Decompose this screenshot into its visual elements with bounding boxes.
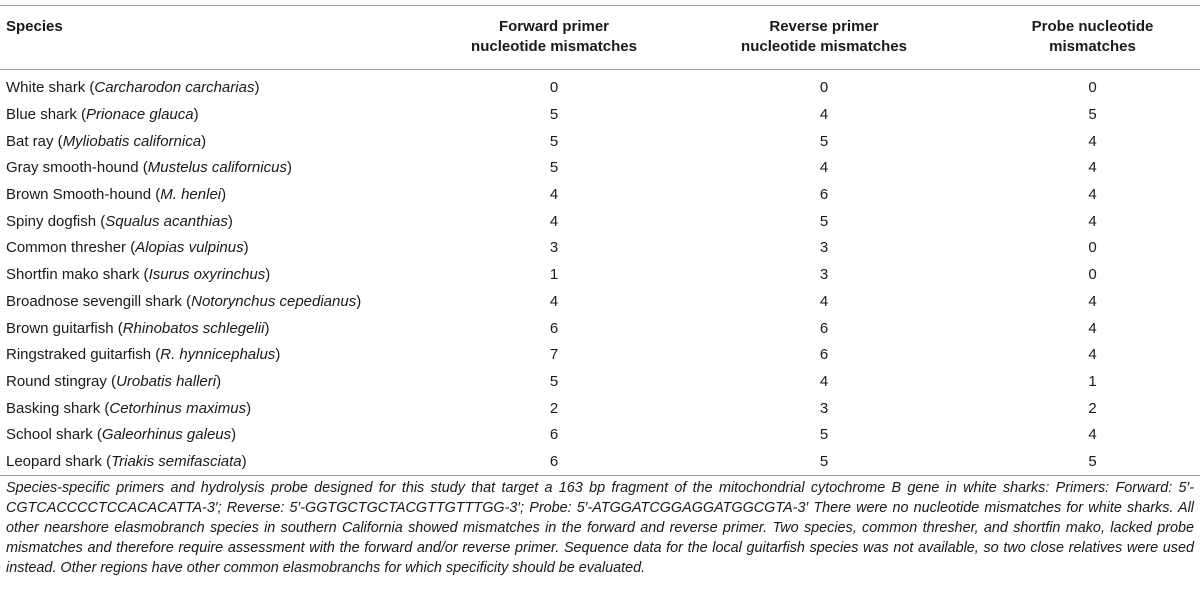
reverse-mismatch-cell: 5 <box>819 212 829 230</box>
reverse-mismatch-cell: 3 <box>819 239 829 257</box>
probe-mismatch-cell: 0 <box>1088 266 1097 284</box>
species-scientific-name: Alopias vulpinus <box>135 239 244 257</box>
species-common-name: Bat ray ( <box>6 132 63 150</box>
species-scientific-name: Myliobatis californica <box>62 132 202 150</box>
species-scientific-name: Prionace glauca <box>86 106 194 124</box>
species-close-paren: ) <box>254 79 260 97</box>
probe-mismatch-cell: 4 <box>1088 186 1097 204</box>
species-common-name: Shortfin mako shark ( <box>6 266 149 284</box>
species-scientific-name: Mustelus californicus <box>147 159 287 177</box>
species-scientific-name: Triakis semifasciata <box>111 452 242 470</box>
forward-mismatch-cell: 6 <box>549 452 559 470</box>
species-cell <box>0 369 445 396</box>
header-forward-line2: nucleotide mismatches <box>471 38 637 55</box>
probe-mismatch-cell: 5 <box>1088 106 1097 124</box>
header-probe-line2: mismatches <box>1049 38 1136 55</box>
reverse-mismatch-cell: 5 <box>819 452 829 470</box>
probe-mismatch-cell: 4 <box>1088 212 1097 230</box>
species-cell <box>0 342 445 369</box>
header-probe-line1: Probe nucleotide <box>1031 18 1154 35</box>
species-cell <box>0 289 445 316</box>
reverse-mismatch-cell: 4 <box>819 159 829 177</box>
header-row <box>0 6 1200 70</box>
forward-mismatch-cell: 2 <box>549 399 559 417</box>
probe-mismatch-cell: 2 <box>1088 399 1097 417</box>
species-scientific-name: Isurus oxyrinchus <box>148 266 266 284</box>
mismatch-table <box>0 5 1200 476</box>
forward-mismatch-cell: 5 <box>549 106 559 124</box>
header-species: Species <box>6 18 63 35</box>
header-forward-primer <box>445 6 663 70</box>
reverse-mismatch-cell: 6 <box>819 186 829 204</box>
species-close-paren: ) <box>231 426 237 444</box>
forward-mismatch-cell: 4 <box>549 186 559 204</box>
forward-mismatch-cell: 3 <box>549 239 559 257</box>
species-scientific-name: Rhinobatos schlegelii <box>122 319 265 337</box>
header-probe <box>985 6 1200 70</box>
table-row <box>0 422 1200 449</box>
species-close-paren: ) <box>227 212 233 230</box>
probe-mismatch-cell: 4 <box>1088 159 1097 177</box>
probe-mismatch-cell: 1 <box>1088 372 1097 390</box>
species-scientific-name: Urobatis halleri <box>116 372 217 390</box>
table-row <box>0 369 1200 396</box>
probe-mismatch-cell: 4 <box>1088 132 1097 150</box>
header-reverse-line2: nucleotide mismatches <box>741 38 907 55</box>
header-reverse-primer <box>663 6 985 70</box>
reverse-mismatch-cell: 5 <box>819 132 829 150</box>
table-footnote: Species-specific primers and hydrolysis probe designed for this study that target a 163 bp fragment of the mitochondrial cytochrome B gene in white sharks: Primers: Forward: 5′-CGTCACCCCTCCACACATTA-3′; Reverse: 5′-GGTGCTGCTACGTTGTTTGG-3′; Probe: 5′-ATGGATCGGAGGATGGCGTA-3′ There were no nucleotide mismatches for white sharks. All other nearshore elasmobranch species in southern California showed mismatches in the forward and reverse primer. Two species, common thresher, and shortfin mako, lacked probe mismatches and therefore require assessment with the forward and/or reverse primer. Sequence data for the local guitarfish species was not available, so two close relatives were used instead. Other regions have other common elasmobranchs for which specificity should be evaluated. <box>6 480 1194 576</box>
reverse-mismatch-cell: 0 <box>819 79 829 97</box>
probe-mismatch-cell: 4 <box>1088 426 1097 444</box>
species-common-name: White shark ( <box>6 79 95 97</box>
reverse-mismatch-cell: 3 <box>819 399 829 417</box>
species-scientific-name: Notorynchus cepedianus <box>191 292 357 310</box>
probe-mismatch-cell: 4 <box>1088 346 1097 364</box>
species-cell <box>0 128 445 155</box>
header-reverse-line1: Reverse primer <box>769 18 879 35</box>
species-common-name: Brown Smooth-hound ( <box>6 186 161 204</box>
table-row <box>0 102 1200 129</box>
reverse-mismatch-cell: 6 <box>819 319 829 337</box>
species-common-name: Blue shark ( <box>6 106 87 124</box>
table-row <box>0 128 1200 155</box>
species-close-paren: ) <box>246 399 252 417</box>
species-common-name: Brown guitarfish ( <box>6 319 123 337</box>
species-scientific-name: R. hynnicephalus <box>160 346 276 364</box>
forward-mismatch-cell: 6 <box>549 426 559 444</box>
forward-mismatch-cell: 7 <box>549 346 559 364</box>
forward-mismatch-cell: 0 <box>549 79 559 97</box>
species-cell <box>0 422 445 449</box>
species-scientific-name: Squalus acanthias <box>105 212 228 230</box>
forward-mismatch-cell: 5 <box>549 132 559 150</box>
species-common-name: Ringstraked guitarfish ( <box>6 346 161 364</box>
probe-mismatch-cell: 4 <box>1088 292 1097 310</box>
forward-mismatch-cell: 6 <box>549 319 559 337</box>
species-close-paren: ) <box>216 372 222 390</box>
table-row <box>0 182 1200 209</box>
forward-mismatch-cell: 1 <box>549 266 559 284</box>
forward-mismatch-cell: 4 <box>549 212 559 230</box>
table-row <box>0 315 1200 342</box>
species-close-paren: ) <box>264 319 270 337</box>
table-row <box>0 235 1200 262</box>
probe-mismatch-cell: 0 <box>1088 79 1097 97</box>
species-common-name: Common thresher ( <box>6 239 136 257</box>
species-scientific-name: Cetorhinus maximus <box>109 399 247 417</box>
table-row <box>0 342 1200 369</box>
probe-mismatch-cell: 4 <box>1088 319 1097 337</box>
reverse-mismatch-cell: 4 <box>819 292 829 310</box>
species-cell <box>0 155 445 182</box>
reverse-mismatch-cell: 5 <box>819 426 829 444</box>
forward-mismatch-cell: 5 <box>549 159 559 177</box>
species-common-name: Gray smooth-hound ( <box>6 159 148 177</box>
species-cell <box>0 208 445 235</box>
forward-mismatch-cell: 4 <box>549 292 559 310</box>
reverse-mismatch-cell: 6 <box>819 346 829 364</box>
table-row <box>0 70 1200 102</box>
species-scientific-name: Carcharodon carcharias <box>94 79 255 97</box>
species-common-name: School shark ( <box>6 426 102 444</box>
table-row <box>0 289 1200 316</box>
species-close-paren: ) <box>193 106 199 124</box>
table-row <box>0 155 1200 182</box>
species-close-paren: ) <box>265 266 271 284</box>
table-row <box>0 262 1200 289</box>
species-close-paren: ) <box>243 239 249 257</box>
species-close-paren: ) <box>356 292 362 310</box>
species-close-paren: ) <box>221 186 227 204</box>
species-close-paren: ) <box>275 346 281 364</box>
species-close-paren: ) <box>241 452 247 470</box>
reverse-mismatch-cell: 4 <box>819 372 829 390</box>
forward-mismatch-cell: 5 <box>549 372 559 390</box>
header-forward-line1: Forward primer <box>498 18 610 35</box>
table-row <box>0 208 1200 235</box>
species-cell <box>0 395 445 422</box>
reverse-mismatch-cell: 3 <box>819 266 829 284</box>
species-cell <box>0 449 445 476</box>
reverse-mismatch-cell: 4 <box>819 106 829 124</box>
table-row <box>0 449 1200 476</box>
species-common-name: Leopard shark ( <box>6 452 112 470</box>
species-cell <box>0 182 445 209</box>
species-cell <box>0 70 445 102</box>
probe-mismatch-cell: 5 <box>1088 452 1097 470</box>
species-common-name: Round stingray ( <box>6 372 117 390</box>
species-scientific-name: M. henlei <box>160 186 222 204</box>
species-scientific-name: Galeorhinus galeus <box>101 426 232 444</box>
species-cell <box>0 315 445 342</box>
species-close-paren: ) <box>286 159 292 177</box>
species-cell <box>0 262 445 289</box>
species-cell <box>0 235 445 262</box>
probe-mismatch-cell: 0 <box>1088 239 1097 257</box>
species-common-name: Basking shark ( <box>6 399 110 417</box>
species-common-name: Spiny dogfish ( <box>6 212 106 230</box>
species-cell <box>0 102 445 129</box>
table-row <box>0 395 1200 422</box>
species-common-name: Broadnose sevengill shark ( <box>6 292 192 310</box>
species-close-paren: ) <box>201 132 207 150</box>
